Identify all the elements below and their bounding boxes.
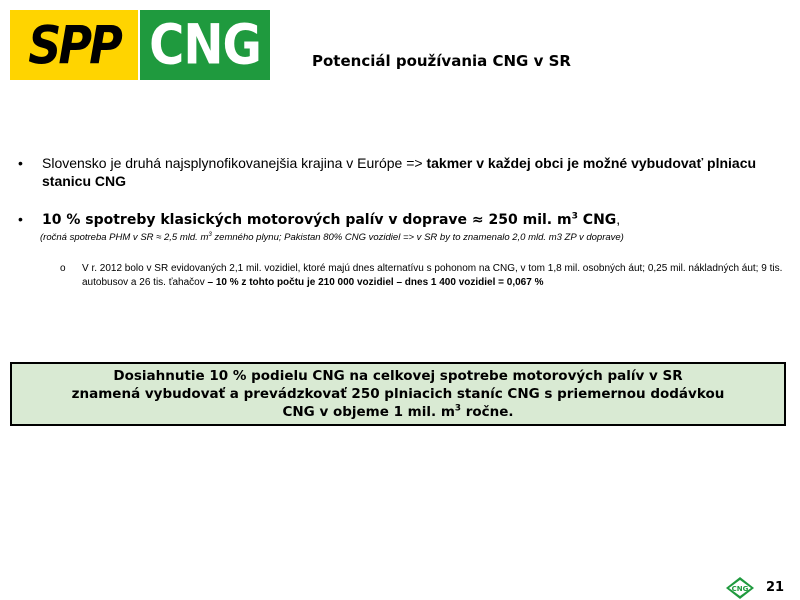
bullet-2 xyxy=(18,210,788,244)
bullet-2-text xyxy=(42,210,788,244)
bullet-2-headline-b: CNG xyxy=(577,212,617,228)
slide-title: Potenciál používania CNG v SR xyxy=(312,52,571,70)
bullet-2-note xyxy=(40,231,788,244)
highlight-line-3-b: ročne. xyxy=(461,404,514,420)
highlight-line-2: znamená vybudovať a prevádzkovať 250 plniacich staníc CNG s priemernou dodávkou xyxy=(71,386,725,402)
sub-bullet-1 xyxy=(60,262,800,290)
bullet-1-text xyxy=(42,154,788,190)
footer-logo-text: CNG xyxy=(731,585,749,593)
bullet-2-headline-sup: 3 xyxy=(571,211,578,222)
sub-bullet-marker: o xyxy=(60,263,66,274)
bullet-1 xyxy=(18,154,788,190)
cng-footer-logo-icon xyxy=(726,577,754,599)
bullet-2-note-a: (ročná spotreba PHM v SR ≈ 2,5 mld. m xyxy=(40,232,209,243)
spp-cng-logo xyxy=(10,10,270,80)
bullet-marker: • xyxy=(18,211,23,227)
bullet-1-text-a: Slovensko je druhá najsplynofikovanejšia krajina v Európe => xyxy=(42,155,427,171)
cng-logo xyxy=(140,10,270,80)
highlight-box xyxy=(10,362,786,426)
bullet-2-note-b: zemného plynu; Pakistan 80% CNG vozidiel => v SR by to znamenalo 2,0 mld. m3 ZP v doprave) xyxy=(211,232,624,243)
sub-bullet-1-text-a: V r. 2012 bolo v SR evidovaných 2,1 mil. vozidiel, ktoré majú dnes alternatívu s pohonom na CNG, v tom 1,8 mil. osobných áut; 0,25 mil. nákladných áut; 9 tis. autobusov a 26 tis. ťahačov xyxy=(82,263,783,288)
bullet-1-text-b: takmer v každej obci je možné vybudovať plniacu stanicu CNG xyxy=(42,155,757,189)
bullet-marker: • xyxy=(18,155,23,171)
sub-bullet-1-text xyxy=(82,262,800,290)
highlight-line-1: Dosiahnutie 10 % podielu CNG na celkovej spotrebe motorových palív v SR xyxy=(113,368,683,384)
bullet-2-comma: , xyxy=(616,211,621,227)
highlight-line-3-sup: 3 xyxy=(454,403,462,414)
bullet-2-headline xyxy=(42,212,616,228)
spp-logo-text: SPP xyxy=(28,13,120,77)
bullet-2-headline-a: 10 % spotreby klasických motorových palív v doprave ≈ 250 mil. m xyxy=(42,212,572,228)
highlight-line-3-a: CNG v objeme 1 mil. m xyxy=(282,404,455,420)
cng-logo-text: CNG xyxy=(149,12,261,78)
spp-logo xyxy=(10,10,138,80)
bullet-2-note-sup: 3 xyxy=(208,230,212,238)
page-number: 21 xyxy=(766,580,785,595)
sub-bullet-1-text-b: – 10 % z tohto počtu je 210 000 vozidiel – dnes 1 400 vozidiel = 0,067 % xyxy=(207,277,544,288)
highlight-line-3 xyxy=(282,403,513,421)
